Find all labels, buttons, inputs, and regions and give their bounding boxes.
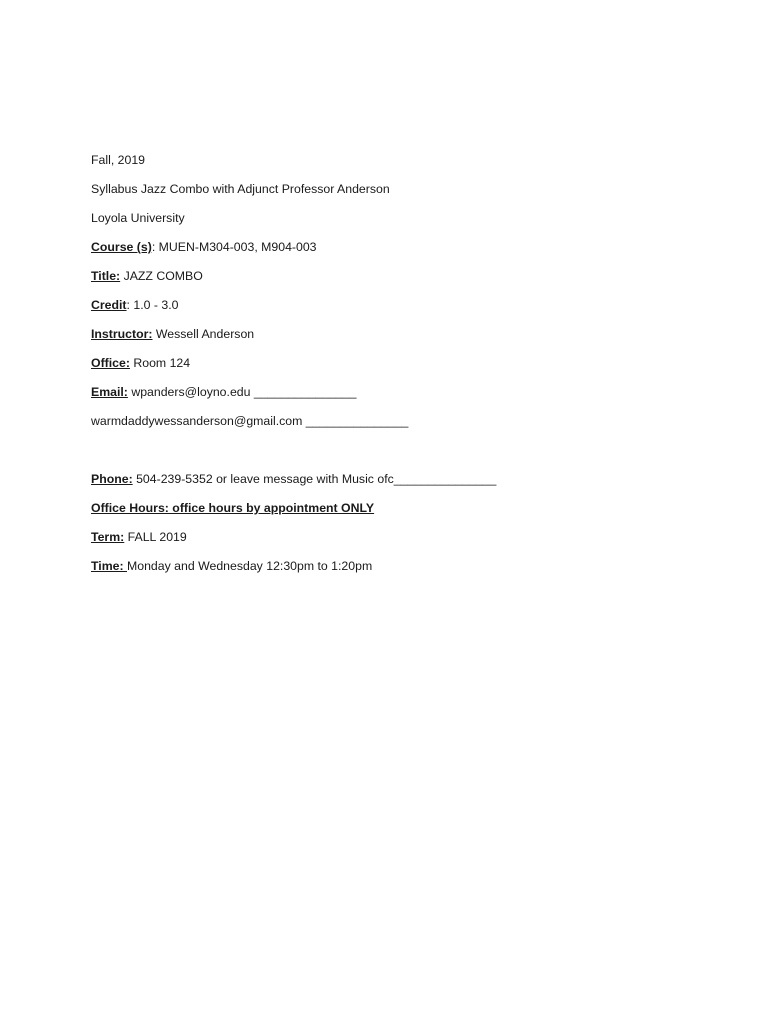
instructor-label: Instructor: bbox=[91, 327, 153, 341]
instructor-value: Wessell Anderson bbox=[152, 327, 255, 341]
term-header-text: Fall, 2019 bbox=[91, 153, 146, 167]
title-label: Title: bbox=[91, 269, 121, 283]
syllabus-title-text: Syllabus Jazz Combo with Adjunct Professor Anderson bbox=[91, 182, 390, 196]
office-hours-text: Office Hours: office hours by appointment ONLY bbox=[91, 501, 375, 515]
syllabus-title-line bbox=[91, 180, 731, 209]
phone-value: 504-239-5352 or leave message with Music ofc_______________ bbox=[132, 472, 497, 486]
email-value: wpanders@loyno.edu _______________ bbox=[127, 385, 357, 399]
term-label: Term: bbox=[91, 530, 125, 544]
title-line bbox=[91, 267, 731, 296]
time-line bbox=[91, 557, 731, 586]
term-header-line bbox=[91, 151, 731, 180]
instructor-line bbox=[91, 325, 731, 354]
email-alt-text: warmdaddywessanderson@gmail.com _______________ bbox=[91, 414, 409, 428]
phone-line bbox=[91, 470, 731, 499]
office-label: Office: bbox=[91, 356, 130, 370]
term-value: FALL 2019 bbox=[124, 530, 187, 544]
credit-label: Credit bbox=[91, 298, 127, 312]
office-value: Room 124 bbox=[129, 356, 191, 370]
course-line bbox=[91, 238, 731, 267]
phone-label: Phone: bbox=[91, 472, 133, 486]
title-value: JAZZ COMBO bbox=[120, 269, 203, 283]
university-text: Loyola University bbox=[91, 211, 185, 225]
syllabus-body bbox=[91, 151, 731, 586]
course-label: Course (s) bbox=[91, 240, 152, 254]
office-hours-line bbox=[91, 499, 731, 528]
course-value: : MUEN-M304-003, M904-003 bbox=[151, 240, 317, 254]
email-line bbox=[91, 383, 731, 412]
email-label: Email: bbox=[91, 385, 128, 399]
credit-value: : 1.0 - 3.0 bbox=[126, 298, 179, 312]
time-value: Monday and Wednesday 12:30pm to 1:20pm bbox=[127, 559, 373, 573]
email-alt-line bbox=[91, 412, 731, 470]
credit-line bbox=[91, 296, 731, 325]
term-line bbox=[91, 528, 731, 557]
office-line bbox=[91, 354, 731, 383]
time-label: Time: bbox=[91, 559, 127, 573]
university-line bbox=[91, 209, 731, 238]
